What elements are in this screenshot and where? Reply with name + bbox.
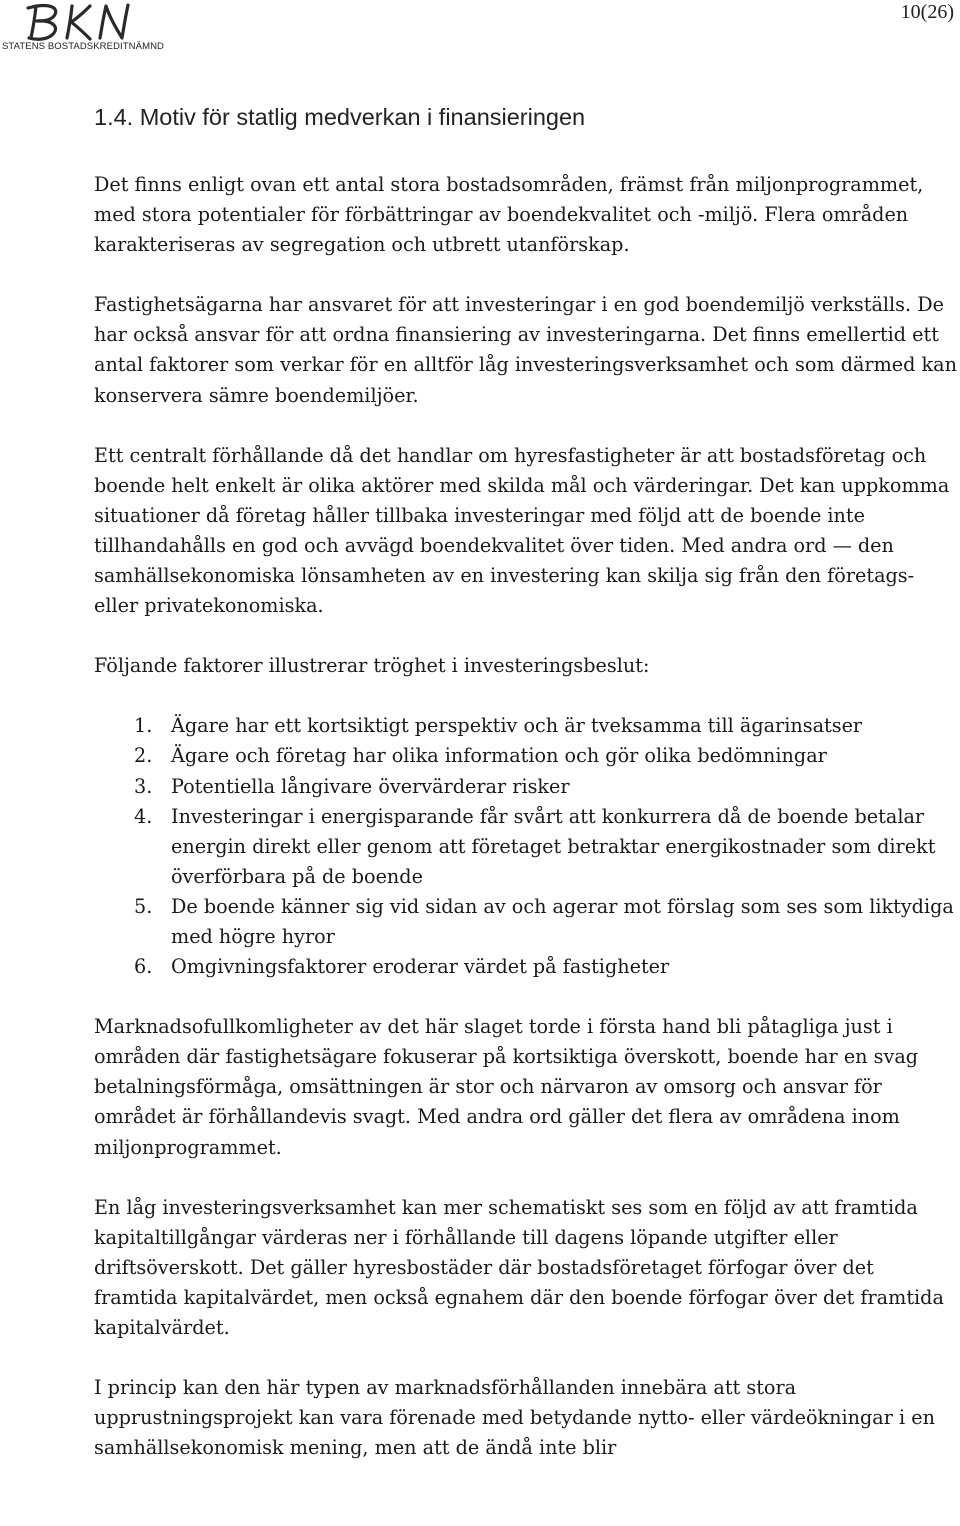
list-number: 3. xyxy=(134,774,153,798)
list-item xyxy=(94,772,958,802)
logo-subtitle: STATENS BOSTADSKREDITNÄMND xyxy=(2,41,165,52)
paragraph: I princip kan den här typen av marknadsförhållanden innebära att stora upprustningsprojekt kan vara förenade med betydande nytto- eller värdeökningar i en samhällsekonomisk mening, men att de ändå inte blir xyxy=(94,1376,935,1460)
list-item xyxy=(94,892,958,952)
list-item xyxy=(94,952,958,982)
logo-mark xyxy=(2,0,202,42)
list-number: 6. xyxy=(134,955,153,979)
list-item xyxy=(94,711,958,741)
paragraph: Det finns enligt ovan ett antal stora bostadsområden, främst från miljonprogrammet, med stora potentialer för förbättringar av boendekvalitet och -miljö. Flera områden karakteriseras av segregation och utbrett utanförskap. xyxy=(94,173,924,257)
list-item xyxy=(94,741,958,771)
list-item-text: Potentiella långivare övervärderar risker xyxy=(171,774,570,798)
list-number: 2. xyxy=(134,744,153,768)
list-item-text: Ägare och företag har olika information och gör olika bedömningar xyxy=(171,744,827,768)
list-number: 4. xyxy=(134,804,153,828)
list-item xyxy=(94,802,958,892)
document-body xyxy=(94,100,958,1463)
list-item-text: Investeringar i energisparande får svårt att konkurrera då de boende betalar energin direkt eller genom att företaget betraktar energikostnader som direkt överförbara på de boende xyxy=(171,804,936,888)
page-number: 10(26) xyxy=(900,1,954,23)
list-item-text: Omgivningsfaktorer eroderar värdet på fastigheter xyxy=(171,955,670,979)
paragraph: Ett centralt förhållande då det handlar om hyresfastigheter är att bostadsföretag och boende helt enkelt är olika aktörer med skilda mål och värderingar. Det kan uppkomma situationer då företag håller tillbaka investeringar med följd att de boende inte tillhandahålls en god och avvägd boendekvalitet över tiden. Med andra ord — den samhällsekonomiska lönsamheten av en investering kan skilja sig från den företags- eller privatekonomiska. xyxy=(94,443,950,618)
section-heading: 1.4. Motiv för statlig medverkan i finansieringen xyxy=(94,104,586,130)
list-intro: Följande faktorer illustrerar tröghet i investeringsbeslut: xyxy=(94,654,650,678)
paragraph: En låg investeringsverksamhet kan mer schematiskt ses som en följd av att framtida kapitaltillgångar värderas ner i förhållande till dagens löpande utgifter eller driftsöverskott. Det gäller hyresbostäder där bostadsföretaget förfogar över det framtida kapitalvärdet, men också egnahem där den boende förfogar över det framtida kapitalvärdet. xyxy=(94,1195,944,1339)
paragraph: Fastighetsägarna har ansvaret för att investeringar i en god boendemiljö verkställs. De har också ansvar för att ordna finansiering av investeringarna. Det finns emellertid ett antal faktorer som verkar för en alltför låg investeringsverksamhet och som därmed kan konservera sämre boendemiljöer. xyxy=(94,293,957,407)
list-number: 5. xyxy=(134,894,153,918)
factor-list xyxy=(94,711,958,982)
list-item-text: De boende känner sig vid sidan av och agerar mot förslag som ses som liktydiga med högre hyror xyxy=(171,894,954,948)
paragraph: Marknadsofullkomligheter av det här slaget torde i första hand bli påtagliga just i områden där fastighetsägare fokuserar på kortsiktiga överskott, boende har en svag betalningsförmåga, omsättningen är stor och närvaron av omsorg och ansvar för området är förhållandevis svagt. Med andra ord gäller det flera av områdena inom miljonprogrammet. xyxy=(94,1015,919,1159)
list-number: 1. xyxy=(134,714,153,738)
list-item-text: Ägare har ett kortsiktigt perspektiv och är tveksamma till ägarinsatser xyxy=(171,714,863,738)
